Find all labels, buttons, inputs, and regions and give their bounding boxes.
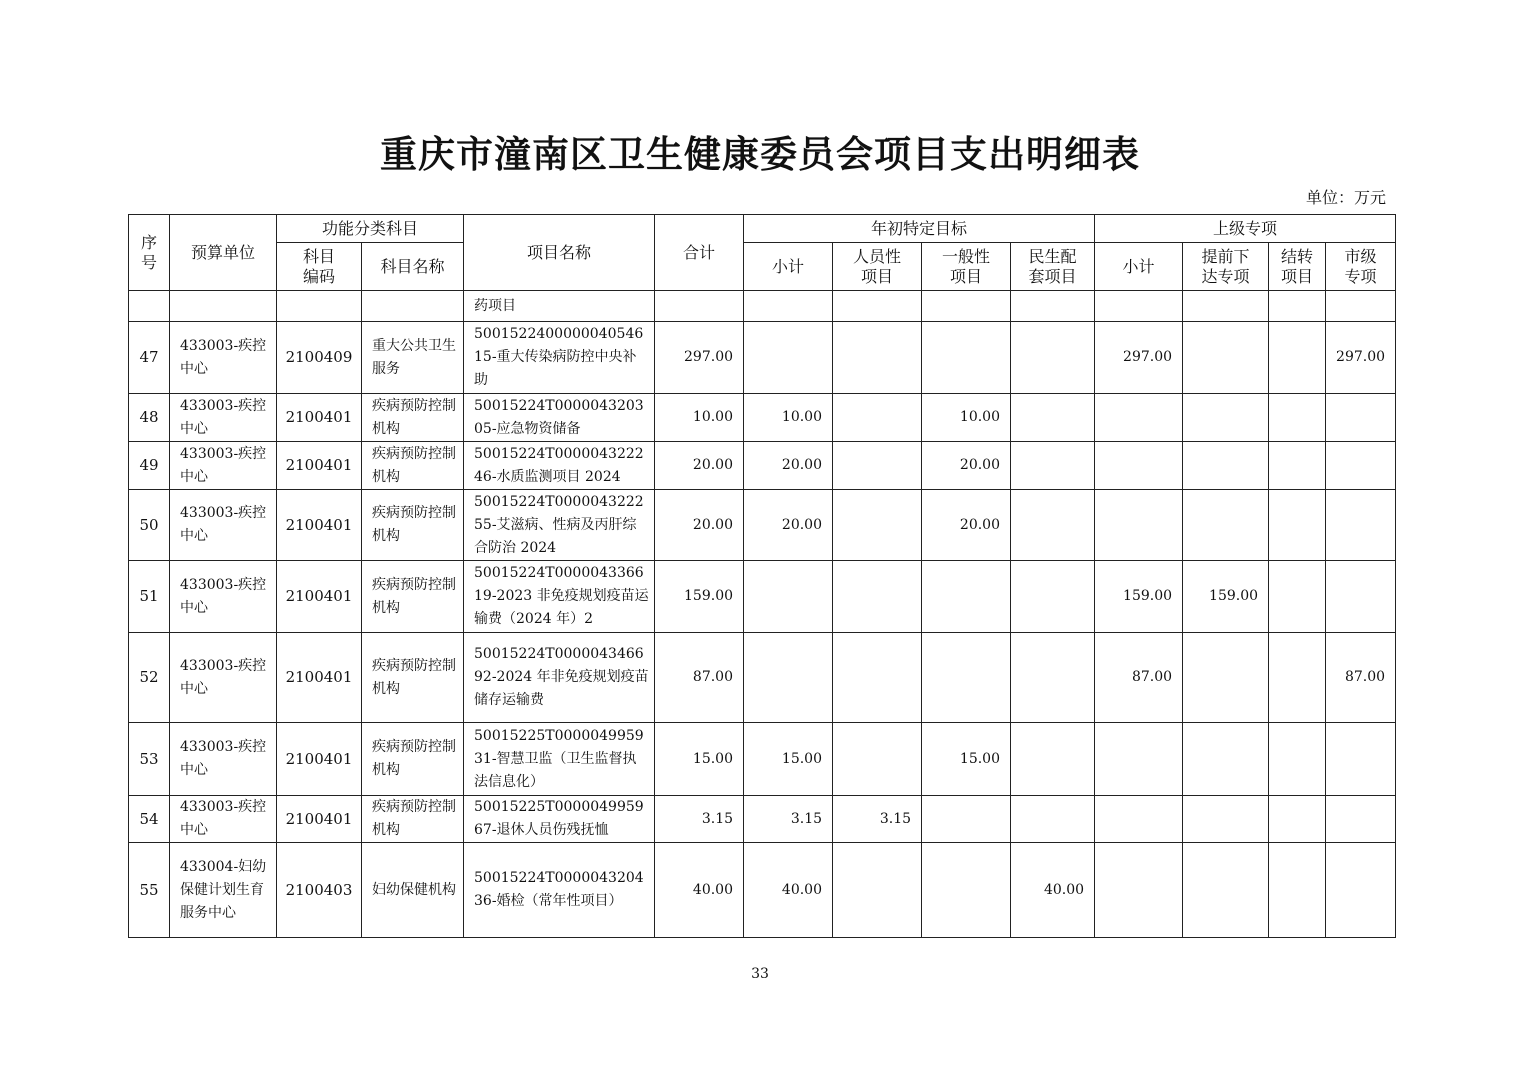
table-row [129,322,1396,394]
seq-cell: 49 [129,442,170,490]
table-row [129,633,1396,723]
sp-subtotal-cell [1095,843,1183,938]
at-personnel-cell [833,442,922,490]
subject-cell: 妇幼保健机构 [362,843,464,938]
unit-label: 单位：万元 [1305,188,1386,207]
total-cell: 20.00 [655,442,744,490]
project-cell: 50015224T000004320305-应急物资储备 [464,394,655,442]
sp-carryover-cell [1269,561,1326,633]
unit-cell: 433003-疾控中心 [170,394,277,442]
subject-cell [362,291,464,322]
sp-subtotal-cell [1095,796,1183,843]
sp-city-cell [1326,442,1396,490]
at-general-cell [922,291,1011,322]
header-sp-advance: 提前下达专项 [1183,243,1269,291]
unit-cell: 433003-疾控中心 [170,490,277,561]
project-cell: 500152240000004054615-重大传染病防控中央补助 [464,322,655,394]
sp-city-cell [1326,723,1396,796]
subject-cell: 疾病预防控制机构 [362,723,464,796]
project-cell: 50015224T000004322255-艾滋病、性病及丙肝综合防治 2024 [464,490,655,561]
at-livelihood-cell [1011,291,1095,322]
at-livelihood-cell [1011,394,1095,442]
sp-carryover-cell [1269,442,1326,490]
sp-subtotal-cell: 297.00 [1095,322,1183,394]
table-row [129,843,1396,938]
code-cell: 2100401 [277,561,362,633]
header-total: 合计 [655,215,744,291]
sp-advance-cell [1183,796,1269,843]
unit-cell: 433003-疾控中心 [170,322,277,394]
sp-subtotal-cell: 159.00 [1095,561,1183,633]
header-at-personnel: 人员性项目 [833,243,922,291]
table-row [129,291,1396,322]
header-sp-subtotal: 小计 [1095,243,1183,291]
at-subtotal-cell [744,322,833,394]
header-at-livelihood: 民生配套项目 [1011,243,1095,291]
unit-cell: 433003-疾控中心 [170,796,277,843]
seq-cell: 52 [129,633,170,723]
total-cell: 15.00 [655,723,744,796]
at-general-cell [922,843,1011,938]
code-cell: 2100409 [277,322,362,394]
sp-subtotal-cell [1095,291,1183,322]
at-personnel-cell [833,394,922,442]
page-title: 重庆市潼南区卫生健康委员会项目支出明细表 [380,132,1140,176]
header-sp-carryover: 结转项目 [1269,243,1326,291]
subject-cell: 疾病预防控制机构 [362,633,464,723]
header-func-class: 功能分类科目 [277,215,464,243]
sp-advance-cell [1183,291,1269,322]
at-livelihood-cell [1011,490,1095,561]
at-general-cell: 20.00 [922,490,1011,561]
at-personnel-cell [833,322,922,394]
seq-cell: 53 [129,723,170,796]
at-personnel-cell [833,723,922,796]
sp-carryover-cell [1269,723,1326,796]
sp-subtotal-cell [1095,723,1183,796]
total-cell [655,291,744,322]
total-cell: 159.00 [655,561,744,633]
seq-cell: 50 [129,490,170,561]
sp-advance-cell [1183,394,1269,442]
total-cell: 297.00 [655,322,744,394]
header-seq: 序号 [129,215,170,291]
subject-cell: 疾病预防控制机构 [362,394,464,442]
code-cell: 2100401 [277,442,362,490]
sp-subtotal-cell [1095,442,1183,490]
sp-carryover-cell [1269,322,1326,394]
project-cell: 50015224T000004320436-婚检（常年性项目） [464,843,655,938]
project-cell: 50015225T000004995967-退休人员伤残抚恤 [464,796,655,843]
sp-subtotal-cell: 87.00 [1095,633,1183,723]
table-row [129,394,1396,442]
header-sp-city: 市级专项 [1326,243,1396,291]
sp-city-cell [1326,796,1396,843]
header-at-subtotal: 小计 [744,243,833,291]
header-project-name: 项目名称 [464,215,655,291]
at-subtotal-cell: 15.00 [744,723,833,796]
code-cell: 2100401 [277,633,362,723]
subject-cell: 重大公共卫生服务 [362,322,464,394]
code-cell: 2100401 [277,723,362,796]
sp-city-cell [1326,394,1396,442]
project-cell: 50015224T000004322246-水质监测项目 2024 [464,442,655,490]
at-subtotal-cell: 20.00 [744,442,833,490]
unit-cell: 433003-疾控中心 [170,723,277,796]
at-general-cell: 20.00 [922,442,1011,490]
at-subtotal-cell [744,561,833,633]
expenditure-table [128,214,1396,938]
code-cell: 2100401 [277,490,362,561]
sp-advance-cell [1183,723,1269,796]
at-livelihood-cell [1011,796,1095,843]
total-cell: 40.00 [655,843,744,938]
at-personnel-cell [833,291,922,322]
at-general-cell: 10.00 [922,394,1011,442]
at-subtotal-cell: 10.00 [744,394,833,442]
sp-carryover-cell [1269,394,1326,442]
sp-advance-cell [1183,442,1269,490]
project-cell: 50015224T000004346692-2024 年非免疫规划疫苗储存运输费 [464,633,655,723]
sp-subtotal-cell [1095,394,1183,442]
code-cell: 2100403 [277,843,362,938]
subject-cell: 疾病预防控制机构 [362,561,464,633]
sp-city-cell: 297.00 [1326,322,1396,394]
seq-cell: 51 [129,561,170,633]
subject-cell: 疾病预防控制机构 [362,796,464,843]
seq-cell: 55 [129,843,170,938]
seq-cell: 47 [129,322,170,394]
total-cell: 10.00 [655,394,744,442]
at-livelihood-cell [1011,322,1095,394]
header-subject-code: 科目编码 [277,243,362,291]
code-cell [277,291,362,322]
sp-advance-cell [1183,633,1269,723]
header-at-general: 一般性项目 [922,243,1011,291]
table-row [129,723,1396,796]
sp-subtotal-cell [1095,490,1183,561]
at-general-cell [922,322,1011,394]
header-annual-target: 年初特定目标 [744,215,1095,243]
sp-advance-cell [1183,843,1269,938]
at-subtotal-cell [744,291,833,322]
total-cell: 20.00 [655,490,744,561]
sp-city-cell [1326,561,1396,633]
sp-carryover-cell [1269,796,1326,843]
unit-cell: 433004-妇幼保健计划生育服务中心 [170,843,277,938]
unit-cell [170,291,277,322]
at-subtotal-cell: 40.00 [744,843,833,938]
sp-city-cell [1326,490,1396,561]
sp-carryover-cell [1269,490,1326,561]
at-personnel-cell [833,561,922,633]
sp-carryover-cell [1269,291,1326,322]
table-row [129,796,1396,843]
unit-cell: 433003-疾控中心 [170,442,277,490]
sp-city-cell [1326,843,1396,938]
at-subtotal-cell: 20.00 [744,490,833,561]
at-subtotal-cell: 3.15 [744,796,833,843]
seq-cell: 54 [129,796,170,843]
at-livelihood-cell [1011,442,1095,490]
page-number: 33 [751,966,769,982]
unit-cell: 433003-疾控中心 [170,561,277,633]
at-livelihood-cell: 40.00 [1011,843,1095,938]
sp-advance-cell [1183,322,1269,394]
sp-carryover-cell [1269,843,1326,938]
at-general-cell [922,633,1011,723]
total-cell: 3.15 [655,796,744,843]
at-general-cell [922,561,1011,633]
at-personnel-cell [833,843,922,938]
at-personnel-cell [833,490,922,561]
seq-cell: 48 [129,394,170,442]
table-row [129,490,1396,561]
at-personnel-cell [833,633,922,723]
sp-city-cell: 87.00 [1326,633,1396,723]
at-personnel-cell: 3.15 [833,796,922,843]
at-livelihood-cell [1011,633,1095,723]
project-cell: 50015225T000004995931-智慧卫监（卫生监督执法信息化） [464,723,655,796]
project-cell: 50015224T000004336619-2023 非免疫规划疫苗运输费（2024 年）2 [464,561,655,633]
table-row [129,561,1396,633]
code-cell: 2100401 [277,796,362,843]
header-superior: 上级专项 [1095,215,1396,243]
sp-advance-cell [1183,490,1269,561]
header-unit: 预算单位 [170,215,277,291]
at-subtotal-cell [744,633,833,723]
sp-carryover-cell [1269,633,1326,723]
subject-cell: 疾病预防控制机构 [362,442,464,490]
subject-cell: 疾病预防控制机构 [362,490,464,561]
sp-advance-cell: 159.00 [1183,561,1269,633]
table-row [129,442,1396,490]
total-cell: 87.00 [655,633,744,723]
unit-cell: 433003-疾控中心 [170,633,277,723]
at-general-cell: 15.00 [922,723,1011,796]
code-cell: 2100401 [277,394,362,442]
sp-city-cell [1326,291,1396,322]
project-cell: 药项目 [464,291,655,322]
at-livelihood-cell [1011,561,1095,633]
at-livelihood-cell [1011,723,1095,796]
seq-cell [129,291,170,322]
at-general-cell [922,796,1011,843]
header-subject-name: 科目名称 [362,243,464,291]
